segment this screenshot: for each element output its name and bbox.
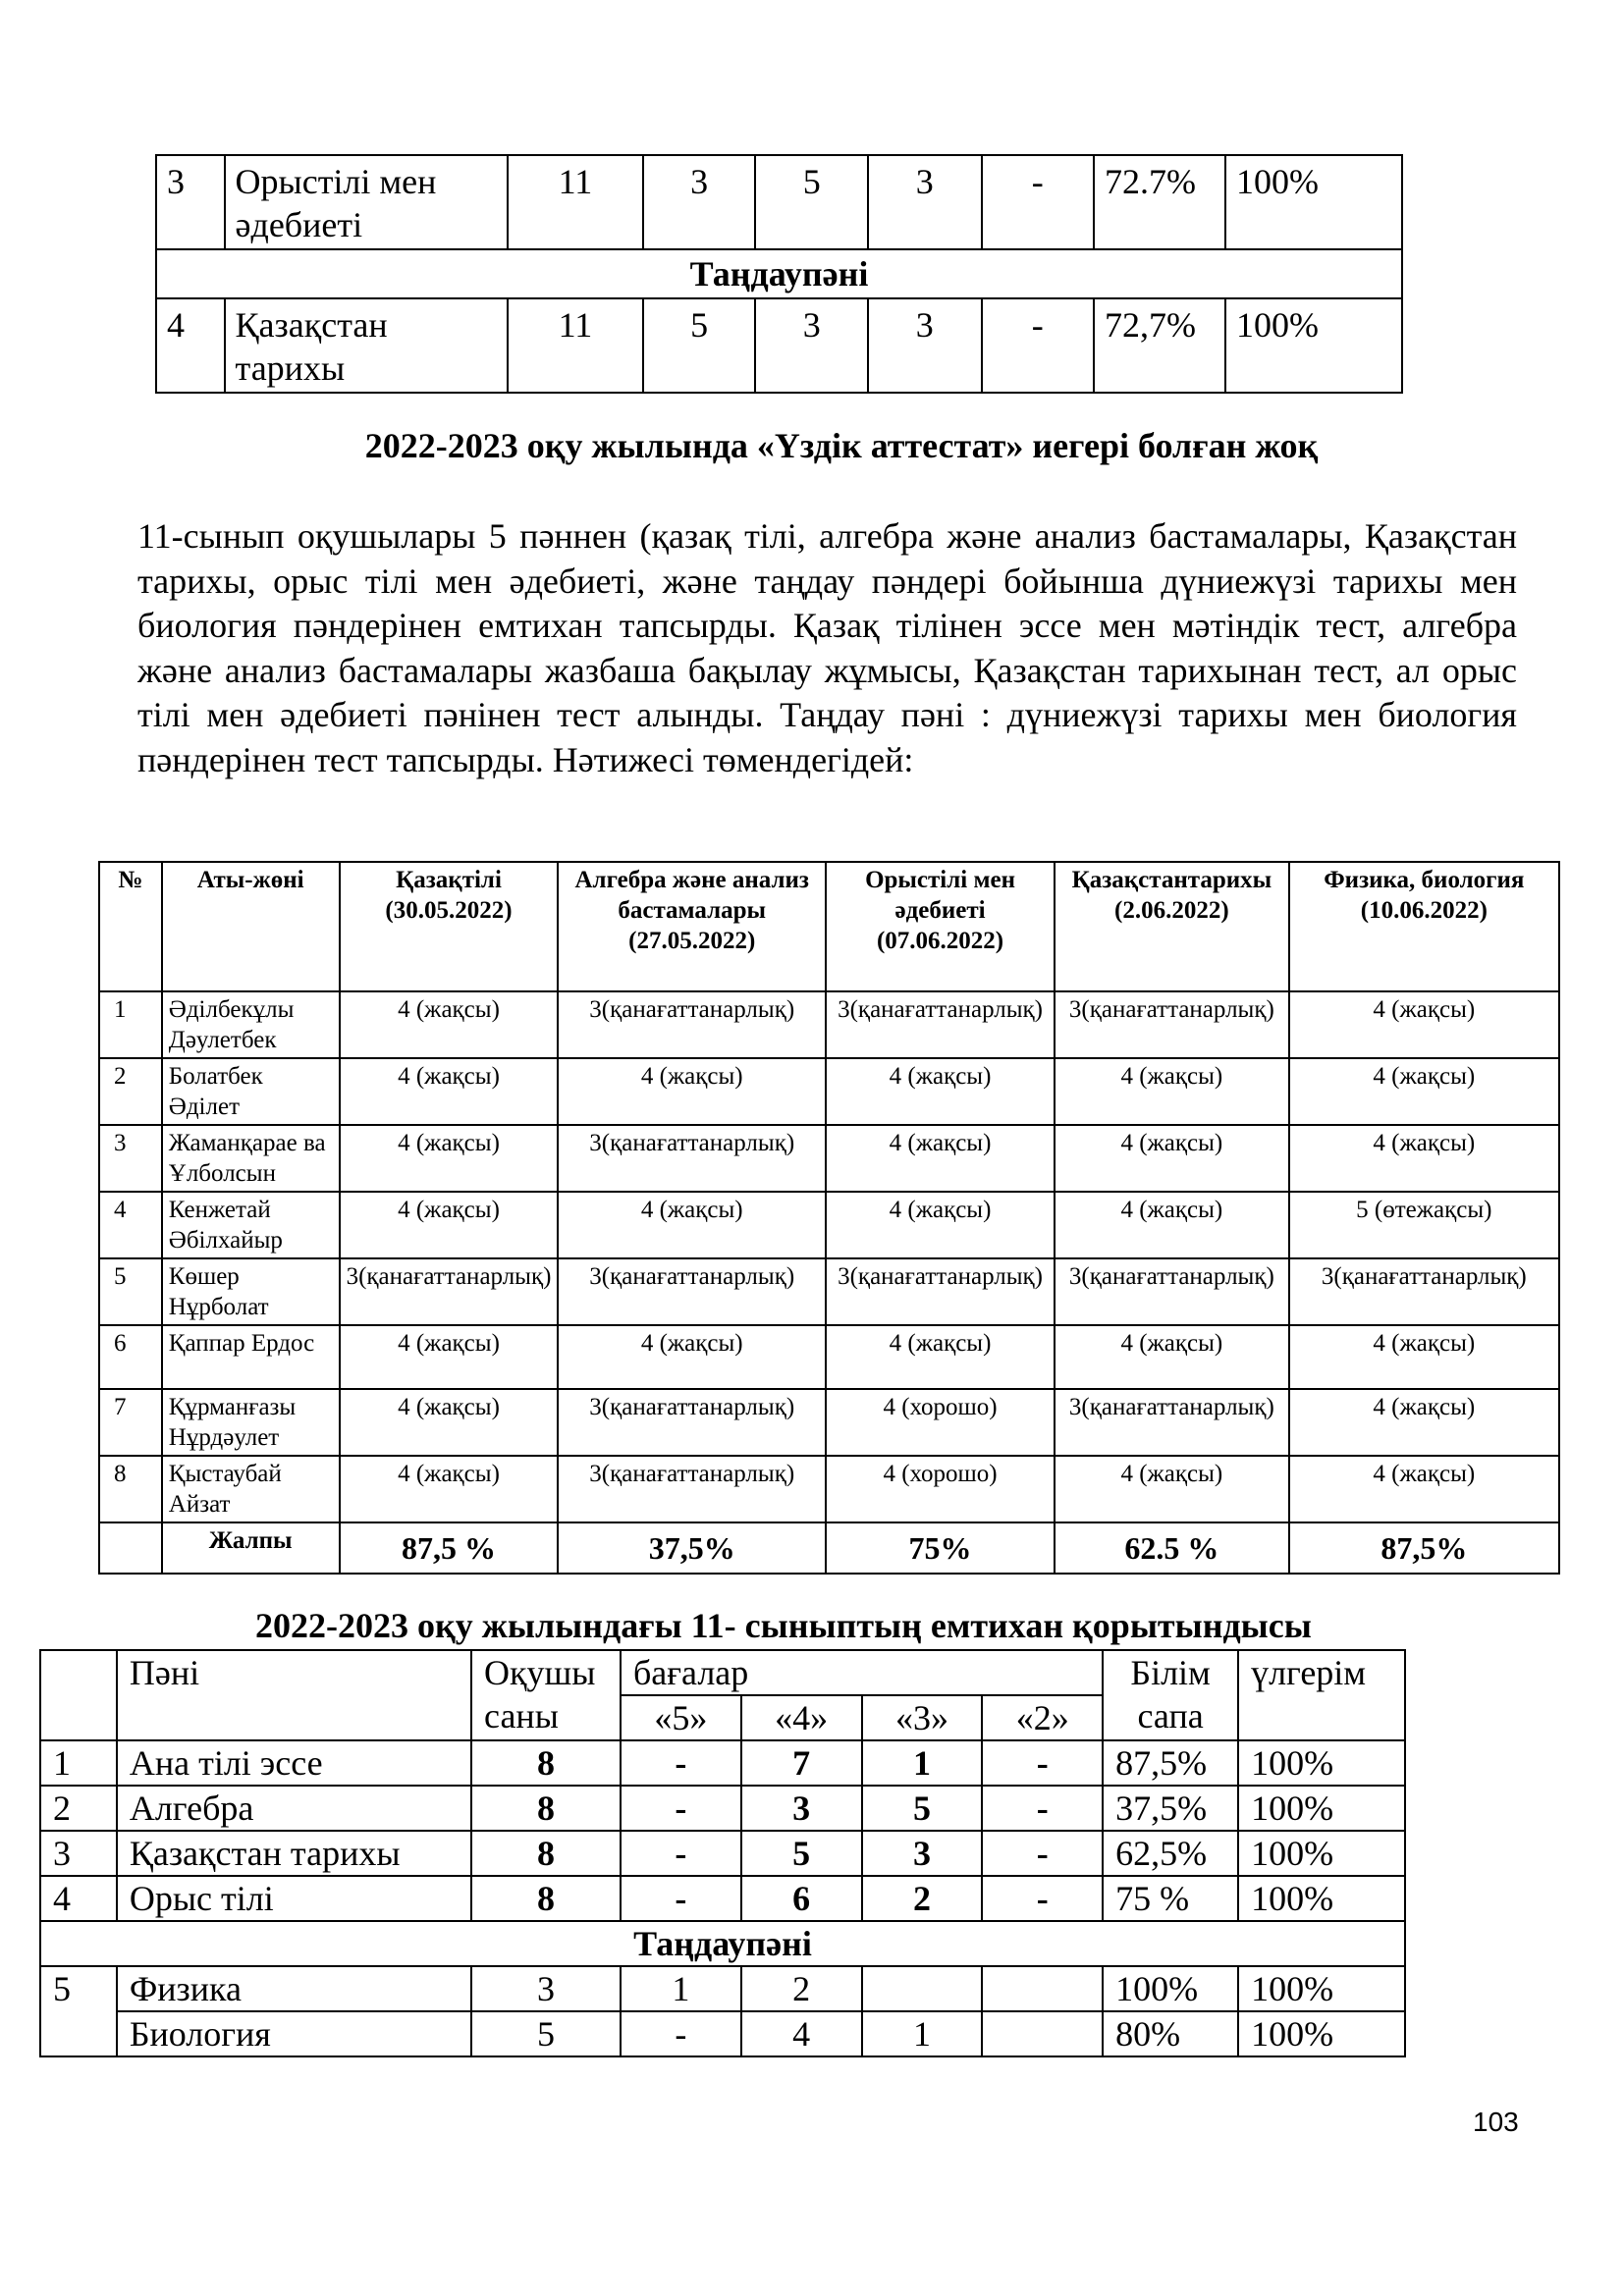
grade-cell: 4 (жақсы): [1289, 1125, 1559, 1192]
quality-cell: 37,5%: [1103, 1786, 1238, 1831]
header-quality-line: Білім: [1130, 1653, 1211, 1692]
grade-5-cell: -: [621, 1786, 741, 1831]
grade-cell: 4 (жақсы): [1055, 1058, 1289, 1125]
exam-results-table: [39, 1649, 1406, 2057]
progress-cell: 100%: [1238, 1876, 1405, 1921]
page-number: 103: [1473, 2107, 1519, 2137]
table-row: [40, 1876, 1405, 1921]
table-row: [99, 1258, 1559, 1325]
total-row: [99, 1522, 1559, 1574]
header-grade-3: «3»: [862, 1695, 983, 1740]
section-row: [40, 1921, 1405, 1966]
grade-4-cell: 4: [741, 2011, 862, 2056]
table-row: [99, 991, 1559, 1058]
student-name: Кенжетай Әбілхайыр: [162, 1192, 340, 1258]
grade-2-cell: -: [982, 1740, 1103, 1786]
total-physics-biology: 87,5%: [1289, 1522, 1559, 1574]
table-row: [40, 1831, 1405, 1876]
grade-cell: 4 (жақсы): [340, 991, 559, 1058]
section-label: Таңдаупәні: [40, 1921, 1405, 1966]
grade-cell: 4 (жақсы): [1289, 1058, 1559, 1125]
student-name: Көшер Нұрболат: [162, 1258, 340, 1325]
row-number: 3: [40, 1831, 117, 1876]
grade-5-cell: -: [621, 1876, 741, 1921]
header-num: №: [99, 862, 162, 991]
row-number: 5: [99, 1258, 162, 1325]
grade-cell: 4 (жақсы): [826, 1325, 1055, 1389]
value-cell: 3: [643, 155, 756, 249]
quality-cell: 100%: [1103, 1966, 1238, 2011]
students-cell: 8: [471, 1831, 621, 1876]
grade-cell: 3(қанағаттанарлық): [826, 1258, 1055, 1325]
grade-cell: 4 (жақсы): [558, 1192, 826, 1258]
grade-cell: 4 (жақсы): [1289, 1389, 1559, 1456]
student-name: Жаманқарае ва Ұлболсын: [162, 1125, 340, 1192]
value-cell: 3: [868, 155, 982, 249]
grade-cell: 3(қанағаттанарлық): [558, 1389, 826, 1456]
quality-cell: 62,5%: [1103, 1831, 1238, 1876]
header-empty: [40, 1650, 117, 1740]
subject-cell: [225, 298, 508, 393]
grade-cell: 4 (жақсы): [340, 1125, 559, 1192]
section-label: Таңдаупәні: [156, 249, 1402, 298]
grade-5-cell: -: [621, 1740, 741, 1786]
header-russian: Орыстілі мен әдебиеті (07.06.2022): [826, 862, 1055, 991]
header-progress: үлгерім: [1238, 1650, 1405, 1740]
student-name: Қыстаубай Айзат: [162, 1456, 340, 1522]
header-grade-5: «5»: [621, 1695, 741, 1740]
value-cell: -: [982, 298, 1095, 393]
grade-3-cell: 2: [862, 1876, 983, 1921]
grade-cell: 3(қанағаттанарлық): [1055, 1258, 1289, 1325]
table-row: [99, 1192, 1559, 1258]
grade-cell: 4 (жақсы): [826, 1125, 1055, 1192]
student-name: Қаппар Ердос: [162, 1325, 340, 1389]
grade-2-cell: [982, 2011, 1103, 2056]
grade-cell: 4 (жақсы): [340, 1192, 559, 1258]
grade-4-cell: 3: [741, 1786, 862, 1831]
students-cell: 8: [471, 1786, 621, 1831]
total-label: Жалпы: [162, 1522, 340, 1574]
grade-cell: 4 (жақсы): [1055, 1456, 1289, 1522]
header-quality-line: сапа: [1137, 1696, 1204, 1735]
students-grades-table: [98, 861, 1560, 1575]
top-results-table: [155, 154, 1403, 394]
grade-cell: 4 (хорошо): [826, 1389, 1055, 1456]
grade-cell: 4 (жақсы): [1055, 1325, 1289, 1389]
header-grade-4: «4»: [741, 1695, 862, 1740]
grade-cell: 4 (жақсы): [1289, 1325, 1559, 1389]
header-subject: Пәні: [117, 1650, 471, 1740]
subject-line: тарихы: [235, 348, 346, 388]
header-grades: бағалар: [621, 1650, 1103, 1695]
grade-4-cell: 7: [741, 1740, 862, 1786]
grade-3-cell: 3: [862, 1831, 983, 1876]
row-number: 1: [99, 991, 162, 1058]
row-number: 4: [40, 1876, 117, 1921]
students-cell: 8: [471, 1740, 621, 1786]
total-russian: 75%: [826, 1522, 1055, 1574]
table-row: [99, 1389, 1559, 1456]
grade-2-cell: [982, 1966, 1103, 2011]
row-number: 3: [156, 155, 225, 249]
grade-cell: 4 (жақсы): [340, 1325, 559, 1389]
progress-cell: 100%: [1238, 1831, 1405, 1876]
grade-cell: 4 (жақсы): [340, 1058, 559, 1125]
value-cell: 11: [508, 298, 643, 393]
header-grade-2: «2»: [982, 1695, 1103, 1740]
row-number: 1: [40, 1740, 117, 1786]
grade-2-cell: -: [982, 1876, 1103, 1921]
student-name: Әділбекұлы Дәулетбек: [162, 991, 340, 1058]
grade-cell: 3(қанағаттанарлық): [1289, 1258, 1559, 1325]
total-algebra: 37,5%: [558, 1522, 826, 1574]
table-row: [99, 1058, 1559, 1125]
grade-cell: 4 (жақсы): [558, 1325, 826, 1389]
row-number: 8: [99, 1456, 162, 1522]
row-number: 5: [40, 1966, 117, 2056]
quality-cell: 75 %: [1103, 1876, 1238, 1921]
table-row: [40, 1786, 1405, 1831]
grade-4-cell: 6: [741, 1876, 862, 1921]
grade-cell: 4 (жақсы): [1055, 1125, 1289, 1192]
table-row: [99, 1456, 1559, 1522]
row-number: 6: [99, 1325, 162, 1389]
subject-cell: Қазақстан тарихы: [117, 1831, 471, 1876]
grade-5-cell: -: [621, 1831, 741, 1876]
student-name: Құрманғазы Нұрдәулет: [162, 1389, 340, 1456]
header-students-line: саны: [484, 1696, 559, 1735]
value-cell: 3: [755, 298, 868, 393]
grade-3-cell: 5: [862, 1786, 983, 1831]
table-header-row: [40, 1650, 1405, 1695]
progress-cell: 100%: [1238, 2011, 1405, 2056]
table-row: [99, 1125, 1559, 1192]
value-cell: 5: [643, 298, 756, 393]
progress-cell: 100%: [1238, 1740, 1405, 1786]
row-number: 2: [40, 1786, 117, 1831]
table-row: [156, 298, 1402, 393]
quality-cell: 80%: [1103, 2011, 1238, 2056]
subject-cell: Орыс тілі: [117, 1876, 471, 1921]
grade-cell: 4 (жақсы): [1289, 991, 1559, 1058]
grade-cell: 3(қанағаттанарлық): [826, 991, 1055, 1058]
table-row: [99, 1325, 1559, 1389]
subject-line: Орыстілі мен: [235, 162, 437, 201]
grade-4-cell: 5: [741, 1831, 862, 1876]
grade-cell: 4 (жақсы): [340, 1456, 559, 1522]
subject-line: Қазақстан: [235, 305, 388, 345]
progress-cell: 100%: [1238, 1966, 1405, 2011]
subject-cell: Ана тілі эссе: [117, 1740, 471, 1786]
row-number: 7: [99, 1389, 162, 1456]
grade-cell: 4 (жақсы): [826, 1192, 1055, 1258]
total-history: 62.5 %: [1055, 1522, 1289, 1574]
progress-cell: 100%: [1225, 298, 1402, 393]
table-row: [40, 2011, 1405, 2056]
grade-2-cell: -: [982, 1831, 1103, 1876]
value-cell: 5: [755, 155, 868, 249]
grade-3-cell: 1: [862, 2011, 983, 2056]
grade-cell: 4 (хорошо): [826, 1456, 1055, 1522]
grade-cell: 4 (жақсы): [826, 1058, 1055, 1125]
grade-cell: 3(қанағаттанарлық): [558, 1258, 826, 1325]
results-table-body: [40, 1740, 1405, 1921]
value-cell: 3: [868, 298, 982, 393]
students-cell: 3: [471, 1966, 621, 2011]
quality-cell: 72.7%: [1094, 155, 1225, 249]
grade-3-cell: [862, 1966, 983, 2011]
header-algebra: Алгебра және анализ бастамалары (27.05.2022): [558, 862, 826, 991]
grade-cell: 3(қанағаттанарлық): [558, 1125, 826, 1192]
progress-cell: 100%: [1238, 1786, 1405, 1831]
subject-line: әдебиеті: [235, 205, 363, 244]
body-paragraph: 11-сынып оқушылары 5 пәннен (қазақ тілі, алгебра және анализ бастамалары, Қазақстан тарихы, орыс тілі мен әдебиеті, және таңдау пәндері бойынша дүниежүзі тарихы мен биология пәндерінен емтихан тапсырды. Қазақ тілінен эссе мен мәтіндік тест, алгебра және анализ бастамалары жазбаша бақылау жұмысы, Қазақстан тарихынан тест, ал орыс тілі мен әдебиеті пәнінен тест алынды. Таңдау пәні : дүниежүзі тарихы мен биология пәндерінен тест тапсырды. Нәтижесі төмендегідей:: [137, 516, 1517, 779]
grade-cell: 4 (жақсы): [1289, 1456, 1559, 1522]
row-number: 3: [99, 1125, 162, 1192]
row-number: 4: [156, 298, 225, 393]
header-physics-biology: Физика, биология (10.06.2022): [1289, 862, 1559, 991]
grade-4-cell: 2: [741, 1966, 862, 2011]
grade-3-cell: 1: [862, 1740, 983, 1786]
row-number: 2: [99, 1058, 162, 1125]
subject-cell: Алгебра: [117, 1786, 471, 1831]
grade-cell: 3(қанағаттанарлық): [1055, 991, 1289, 1058]
row-number: 4: [99, 1192, 162, 1258]
table-row: [156, 155, 1402, 249]
progress-cell: 100%: [1225, 155, 1402, 249]
quality-cell: 72,7%: [1094, 298, 1225, 393]
header-students-line: Оқушы: [484, 1653, 596, 1692]
header-kazakh: Қазақтілі (30.05.2022): [340, 862, 559, 991]
quality-cell: 87,5%: [1103, 1740, 1238, 1786]
header-name: Аты-жөні: [162, 862, 340, 991]
header-history: Қазақстантарихы (2.06.2022): [1055, 862, 1289, 991]
grade-cell: 4 (жақсы): [340, 1389, 559, 1456]
grade-cell: 4 (жақсы): [1055, 1192, 1289, 1258]
table-row: [40, 1740, 1405, 1786]
subject-cell: [225, 155, 508, 249]
grade-cell: 5 (өтежақсы): [1289, 1192, 1559, 1258]
results-heading-text: 2022-2023 оқу жылындағы 11- сыныптың емтихан қорытындысы: [255, 1606, 1312, 1645]
section-heading: 2022-2023 оқу жылында «Үздік аттестат» иегері болған жоқ: [364, 426, 1319, 465]
value-cell: -: [982, 155, 1095, 249]
table-header-row: [99, 862, 1559, 991]
grade-5-cell: 1: [621, 1966, 741, 2011]
header-quality: [1103, 1650, 1238, 1740]
total-kazakh: 87,5 %: [340, 1522, 559, 1574]
grade-cell: 3(қанағаттанарлық): [558, 1456, 826, 1522]
total-empty: [99, 1522, 162, 1574]
table-row: [40, 1966, 1405, 2011]
section-row: [156, 249, 1402, 298]
subject-cell: Биология: [117, 2011, 471, 2056]
value-cell: 11: [508, 155, 643, 249]
students-cell: 5: [471, 2011, 621, 2056]
grade-5-cell: -: [621, 2011, 741, 2056]
students-table-body: [99, 991, 1559, 1522]
subject-cell: Физика: [117, 1966, 471, 2011]
grade-cell: 4 (жақсы): [558, 1058, 826, 1125]
grade-cell: 3(қанағаттанарлық): [558, 991, 826, 1058]
grade-cell: 3(қанағаттанарлық): [340, 1258, 559, 1325]
header-students: [471, 1650, 621, 1740]
grade-2-cell: -: [982, 1786, 1103, 1831]
students-cell: 8: [471, 1876, 621, 1921]
student-name: Болатбек Әділет: [162, 1058, 340, 1125]
grade-cell: 3(қанағаттанарлық): [1055, 1389, 1289, 1456]
